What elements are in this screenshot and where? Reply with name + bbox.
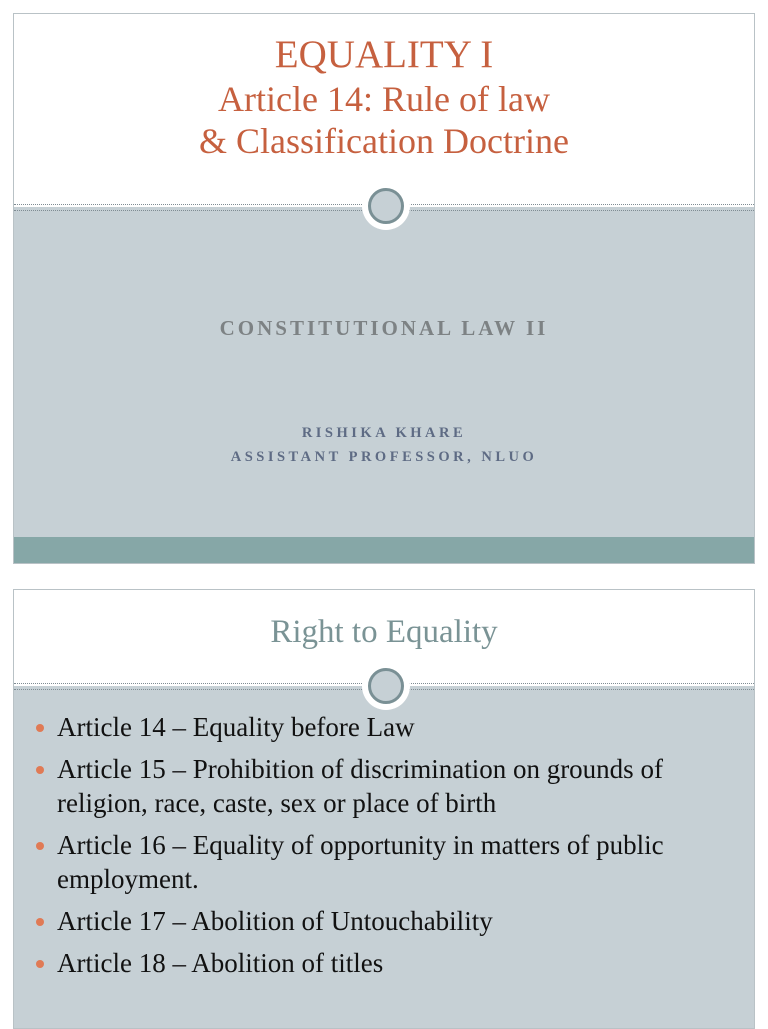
footer-band	[14, 537, 754, 564]
list-item-text: Article 17 – Abolition of Untouchability	[57, 906, 493, 936]
list-item-text: Article 15 – Prohibition of discrimination on grounds of religion, race, caste, sex or place of birth	[57, 754, 663, 818]
bullet-dot-icon	[36, 960, 44, 968]
list-item	[34, 710, 738, 744]
list-item	[34, 946, 738, 980]
circle-ornament-icon	[368, 668, 404, 704]
bullet-dot-icon	[36, 918, 44, 926]
list-item-text: Article 14 – Equality before Law	[57, 712, 415, 742]
circle-ornament-icon	[368, 188, 404, 224]
slide-2	[13, 589, 755, 1029]
slide-2-title: Right to Equality	[270, 614, 498, 650]
slide-1-title-line-1: EQUALITY I	[274, 33, 494, 76]
slide-1-subtitle: CONSTITUTIONAL LAW II	[219, 316, 549, 340]
list-item-text: Article 16 – Equality of opportunity in matters of public employment.	[57, 830, 664, 894]
author-role: ASSISTANT PROFESSOR, NLUO	[230, 449, 538, 465]
bullet-dot-icon	[36, 724, 44, 732]
bullet-dot-icon	[36, 766, 44, 774]
slide-1-title-line-3: & Classification Doctrine	[199, 120, 569, 161]
author-name: RISHIKA KHARE	[301, 425, 467, 441]
list-item	[34, 828, 738, 896]
slide-1	[13, 13, 755, 564]
slide-1-title-area	[14, 14, 754, 207]
list-item	[34, 904, 738, 938]
list-item-text: Article 18 – Abolition of titles	[57, 948, 384, 978]
slide-1-title-line-2: Article 14: Rule of law	[218, 78, 550, 119]
list-item	[34, 752, 738, 820]
bullet-list	[34, 710, 738, 988]
bullet-dot-icon	[36, 842, 44, 850]
